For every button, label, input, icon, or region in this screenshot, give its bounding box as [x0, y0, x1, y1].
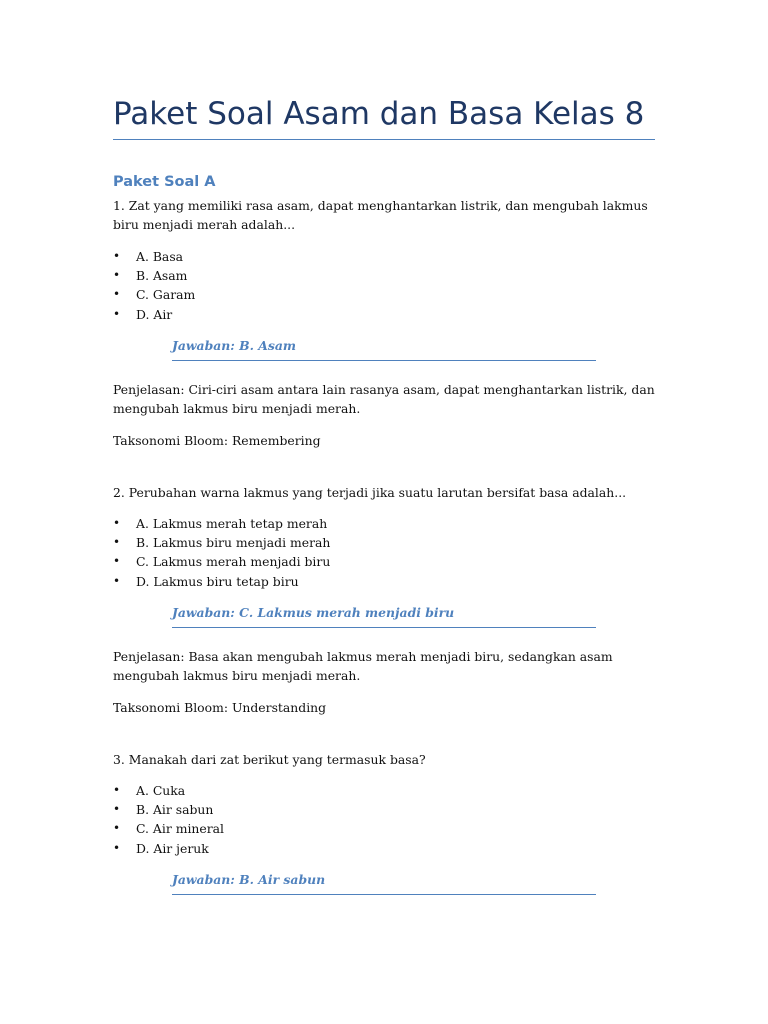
- title-underline: [113, 139, 655, 140]
- option-label: C. Garam: [136, 287, 196, 303]
- option-label: D. Lakmus biru tetap biru: [136, 573, 299, 589]
- option-item: [113, 800, 224, 819]
- option-label: D. Air jeruk: [136, 840, 209, 856]
- bullet-icon: •: [113, 268, 121, 283]
- bullet-icon: •: [113, 535, 121, 550]
- bullet-icon: •: [113, 821, 121, 836]
- option-label: A. Lakmus merah tetap merah: [136, 516, 328, 531]
- bullet-icon: •: [113, 802, 121, 817]
- document-title: Paket Soal Asam dan Basa Kelas 8: [113, 96, 645, 132]
- bullet-icon: •: [113, 249, 121, 263]
- question-3-text: 3. Manakah dari zat berikut yang termasuk basa?: [113, 752, 426, 767]
- question-2-taxonomy: Taksonomi Bloom: Understanding: [113, 700, 327, 715]
- option-label: B. Asam: [136, 268, 188, 284]
- bullet-icon: •: [113, 840, 121, 855]
- question-1-answer: Jawaban: B. Asam: [172, 336, 596, 361]
- question-2-explanation: Penjelasan: Basa akan mengubah lakmus merah menjadi biru, sedangkan asam mengubah lakmus biru menjadi merah.: [113, 649, 613, 683]
- question-3-options: [113, 781, 224, 858]
- question-1-text: 1. Zat yang memiliki rasa asam, dapat menghantarkan listrik, dan mengubah lakmus biru menjadi merah adalah...: [113, 198, 648, 232]
- option-item: [113, 514, 330, 533]
- option-label: A. Basa: [136, 249, 184, 264]
- option-item: [113, 819, 224, 838]
- question-2-text: 2. Perubahan warna lakmus yang terjadi jika suatu larutan bersifat basa adalah...: [113, 485, 627, 500]
- bullet-icon: •: [113, 783, 121, 797]
- question-3-answer: Jawaban: B. Air sabun: [172, 870, 596, 895]
- bullet-icon: •: [113, 573, 121, 588]
- question-1-options: [113, 247, 195, 324]
- option-label: C. Lakmus merah menjadi biru: [136, 554, 331, 570]
- option-label: B. Lakmus biru menjadi merah: [136, 535, 331, 551]
- option-item: [113, 305, 195, 324]
- question-2-options: [113, 514, 330, 591]
- question-2-answer: Jawaban: C. Lakmus merah menjadi biru: [172, 603, 596, 628]
- option-item: [113, 839, 224, 858]
- option-item: [113, 266, 195, 285]
- bullet-icon: •: [113, 554, 121, 569]
- bullet-icon: •: [113, 516, 121, 530]
- option-label: B. Air sabun: [136, 802, 214, 818]
- option-label: D. Air: [136, 306, 173, 322]
- question-1-taxonomy: Taksonomi Bloom: Remembering: [113, 433, 321, 448]
- bullet-icon: •: [113, 287, 121, 302]
- section-heading: Paket Soal A: [113, 174, 216, 190]
- option-item: [113, 552, 330, 571]
- option-item: [113, 533, 330, 552]
- option-item: [113, 781, 224, 800]
- option-label: C. Air mineral: [136, 821, 224, 837]
- question-1-explanation: Penjelasan: Ciri-ciri asam antara lain rasanya asam, dapat menghantarkan listrik, dan mengubah lakmus biru menjadi merah.: [113, 382, 655, 416]
- option-item: [113, 572, 330, 591]
- option-item: [113, 285, 195, 304]
- bullet-icon: •: [113, 306, 121, 321]
- option-label: A. Cuka: [136, 783, 186, 798]
- option-item: [113, 247, 195, 266]
